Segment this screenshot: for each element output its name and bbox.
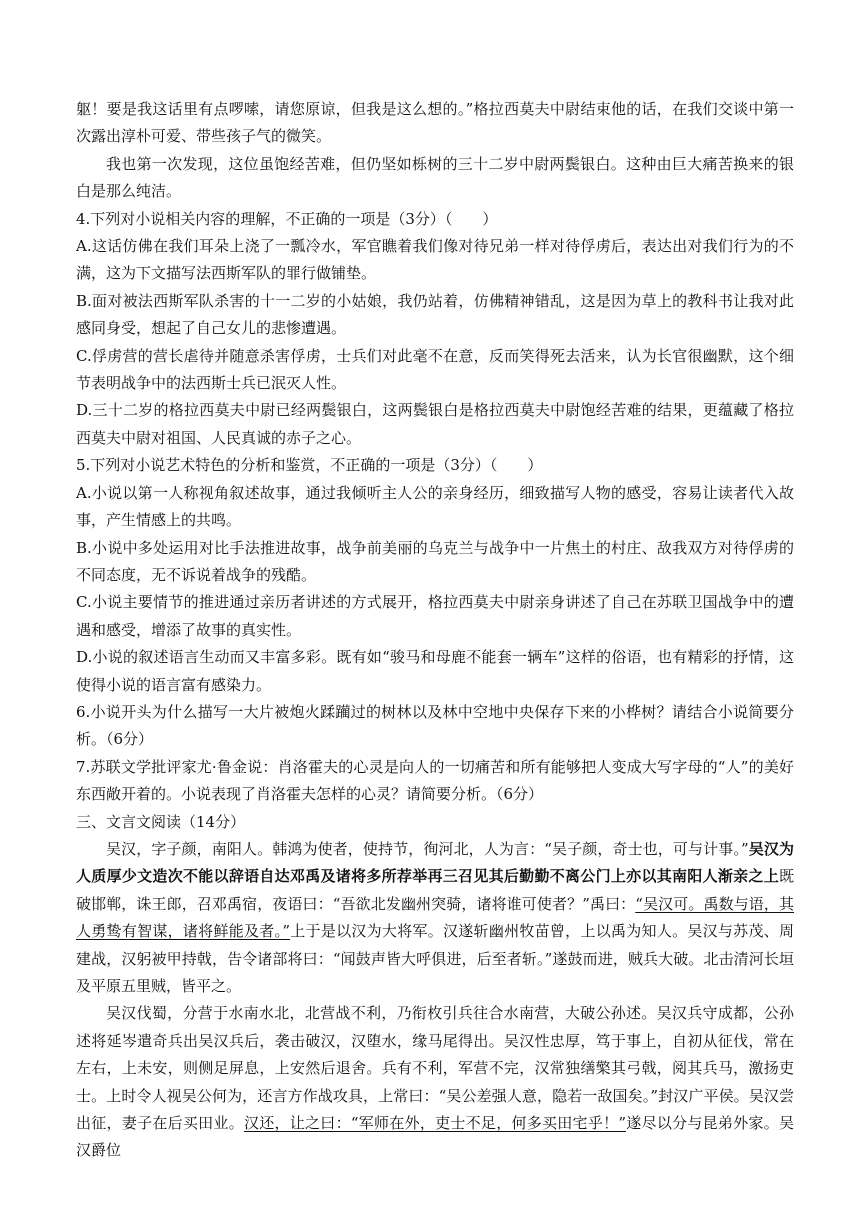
question-4-option-b: B.面对被法西斯军队杀害的十一二岁的小姑娘，我仍站着，仿佛精神错乱，这是因为草上的教科书让我对此感同身受，想起了自己女儿的悲惨遭遇。 — [76, 291, 794, 338]
classical-punctuation-question: 吴汉为人质厚少文造次不能以辞语自达邓禹及诸将多所荐举再三召见其后勤勤不离公门上亦以其南阳人渐亲之上 — [76, 839, 794, 886]
classical-text: 上于是以汉为大将军。汉遂斩幽州牧苗曾，上以禹为知人。吴汉与苏茂、周建战，汉躬被甲持戟，告令诸部将曰：“闻鼓声皆大呼俱进，后至者斩。”遂鼓而进，贼兵大破。北击清河长垣及平原五里贼，皆平之。 — [76, 922, 794, 995]
question-4-option-c: C.俘虏营的营长虐待并随意杀害俘虏，士兵们对此毫不在意，反而笑得死去活来，认为长官很幽默，这个细节表明战争中的法西斯士兵已泯灭人性。 — [76, 346, 794, 393]
section-heading: 三、文言文阅读（14分） — [76, 812, 246, 831]
question-7: 7.苏联文学批评家尤·鲁金说：肖洛霍夫的心灵是向人的一切痛苦和所有能够把人变成大写字母的“人”的美好东西敞开着的。小说表现了肖洛霍夫怎样的心灵？请简要分析。（6分） — [76, 757, 794, 804]
question-5-option-b: B.小说中多处运用对比手法推进故事，战争前美丽的乌克兰与战争中一片焦土的村庄、敌我双方对待俘虏的不同态度，无不诉说着战争的残酷。 — [76, 538, 794, 584]
story-paragraph: 躯！要是我这话里有点啰嗦，请您原谅，但我是这么想的。”格拉西莫夫中尉结束他的话，在我们交谈中第一次露出淳朴可爱、带些孩子气的微笑。 — [76, 100, 794, 146]
classical-text: 既破邯郸，诛王郎，召邓禹宿，夜语曰：“吾欲北发幽州突骑，诸将谁可使者？”禹曰： — [76, 867, 794, 913]
classical-underlined-sentence: 汉还，让之曰：“军师在外，吏士不足，何多买田宅乎！” — [243, 1114, 627, 1133]
question-5-option-a: A.小说以第一人称视角叙述故事，通过我倾听主人公的亲身经历，细致描写人物的感受，容易让读者代入故事，产生情感上的共鸣。 — [76, 483, 794, 530]
question-5-stem: 5.下列对小说艺术特色的分析和鉴赏，不正确的一项是（3分）（ ） — [76, 456, 543, 475]
question-4-option-a: A.这话仿佛在我们耳朵上浇了一瓢冷水，军官瞧着我们像对待兄弟一样对待俘虏后，表达出对我们行为的不满，这为下文描写法西斯军队的罪行做铺垫。 — [76, 237, 794, 283]
question-6: 6.小说开头为什么描写一大片被炮火蹂躏过的树林以及林中空地中央保存下来的小桦树？请结合小说简要分析。（6分） — [76, 702, 794, 749]
question-4-option-d: D.三十二岁的格拉西莫夫中尉已经两鬓银白，这两鬓银白是格拉西莫夫中尉饱经苦难的结果，更蕴藏了格拉西莫夫中尉对祖国、人民真诚的赤子之心。 — [76, 401, 794, 447]
classical-paragraph-2 — [76, 1000, 794, 1164]
classical-text: 遂尽以分与昆弟外家。吴汉爵位 — [76, 1114, 794, 1160]
classical-paragraph-1 — [76, 836, 794, 1000]
document-page — [76, 96, 794, 1165]
classical-text: 吴汉伐蜀，分营于水南水北，北营战不利，乃衔枚引兵往合水南营，大破公孙述。吴汉兵守成都，公孙述将延岑遣奇兵出吴汉兵后，袭击破汉，汉堕水，缘马尾得出。吴汉性忠厚，笃于事上，自初从征伐，常在左右，上未安，则侧足屏息，上安然后退舍。兵有不利，军营不完，汉常独缮檠其弓戟，阅其兵马，激扬吏士。上时令人视吴公何为，还言方作战攻具，上常曰：“吴公差强人意，隐若一敌国矣。”封汉广平侯。吴汉尝出征，妻子在后买田业。 — [76, 1004, 794, 1133]
classical-text: 吴汉，字子颜，南阳人。韩鸿为使者，使持节，徇河北，人为言：“吴子颜，奇士也，可与计事。” — [106, 839, 749, 858]
classical-underlined-sentence: “吴汉可。禹数与语，其人勇鸷有智谋，诸将鲜能及者。” — [76, 894, 795, 941]
question-5-option-c: C.小说主要情节的推进通过亲历者讲述的方式展开，格拉西莫夫中尉亲身讲述了自己在苏联卫国战争中的遭遇和感受，增添了故事的真实性。 — [76, 593, 794, 639]
question-4-stem: 4.下列对小说相关内容的理解，不正确的一项是（3分）（ ） — [76, 209, 498, 228]
story-paragraph: 我也第一次发现，这位虽饱经苦难，但仍坚如栎树的三十二岁中尉两鬓银白。这种由巨大痛苦换来的银白是那么纯洁。 — [76, 154, 794, 201]
question-5-option-d: D.小说的叙述语言生动而又丰富多彩。既有如“骏马和母鹿不能套一辆车”这样的俗语，也有精彩的抒情，这使得小说的语言富有感染力。 — [76, 648, 794, 694]
